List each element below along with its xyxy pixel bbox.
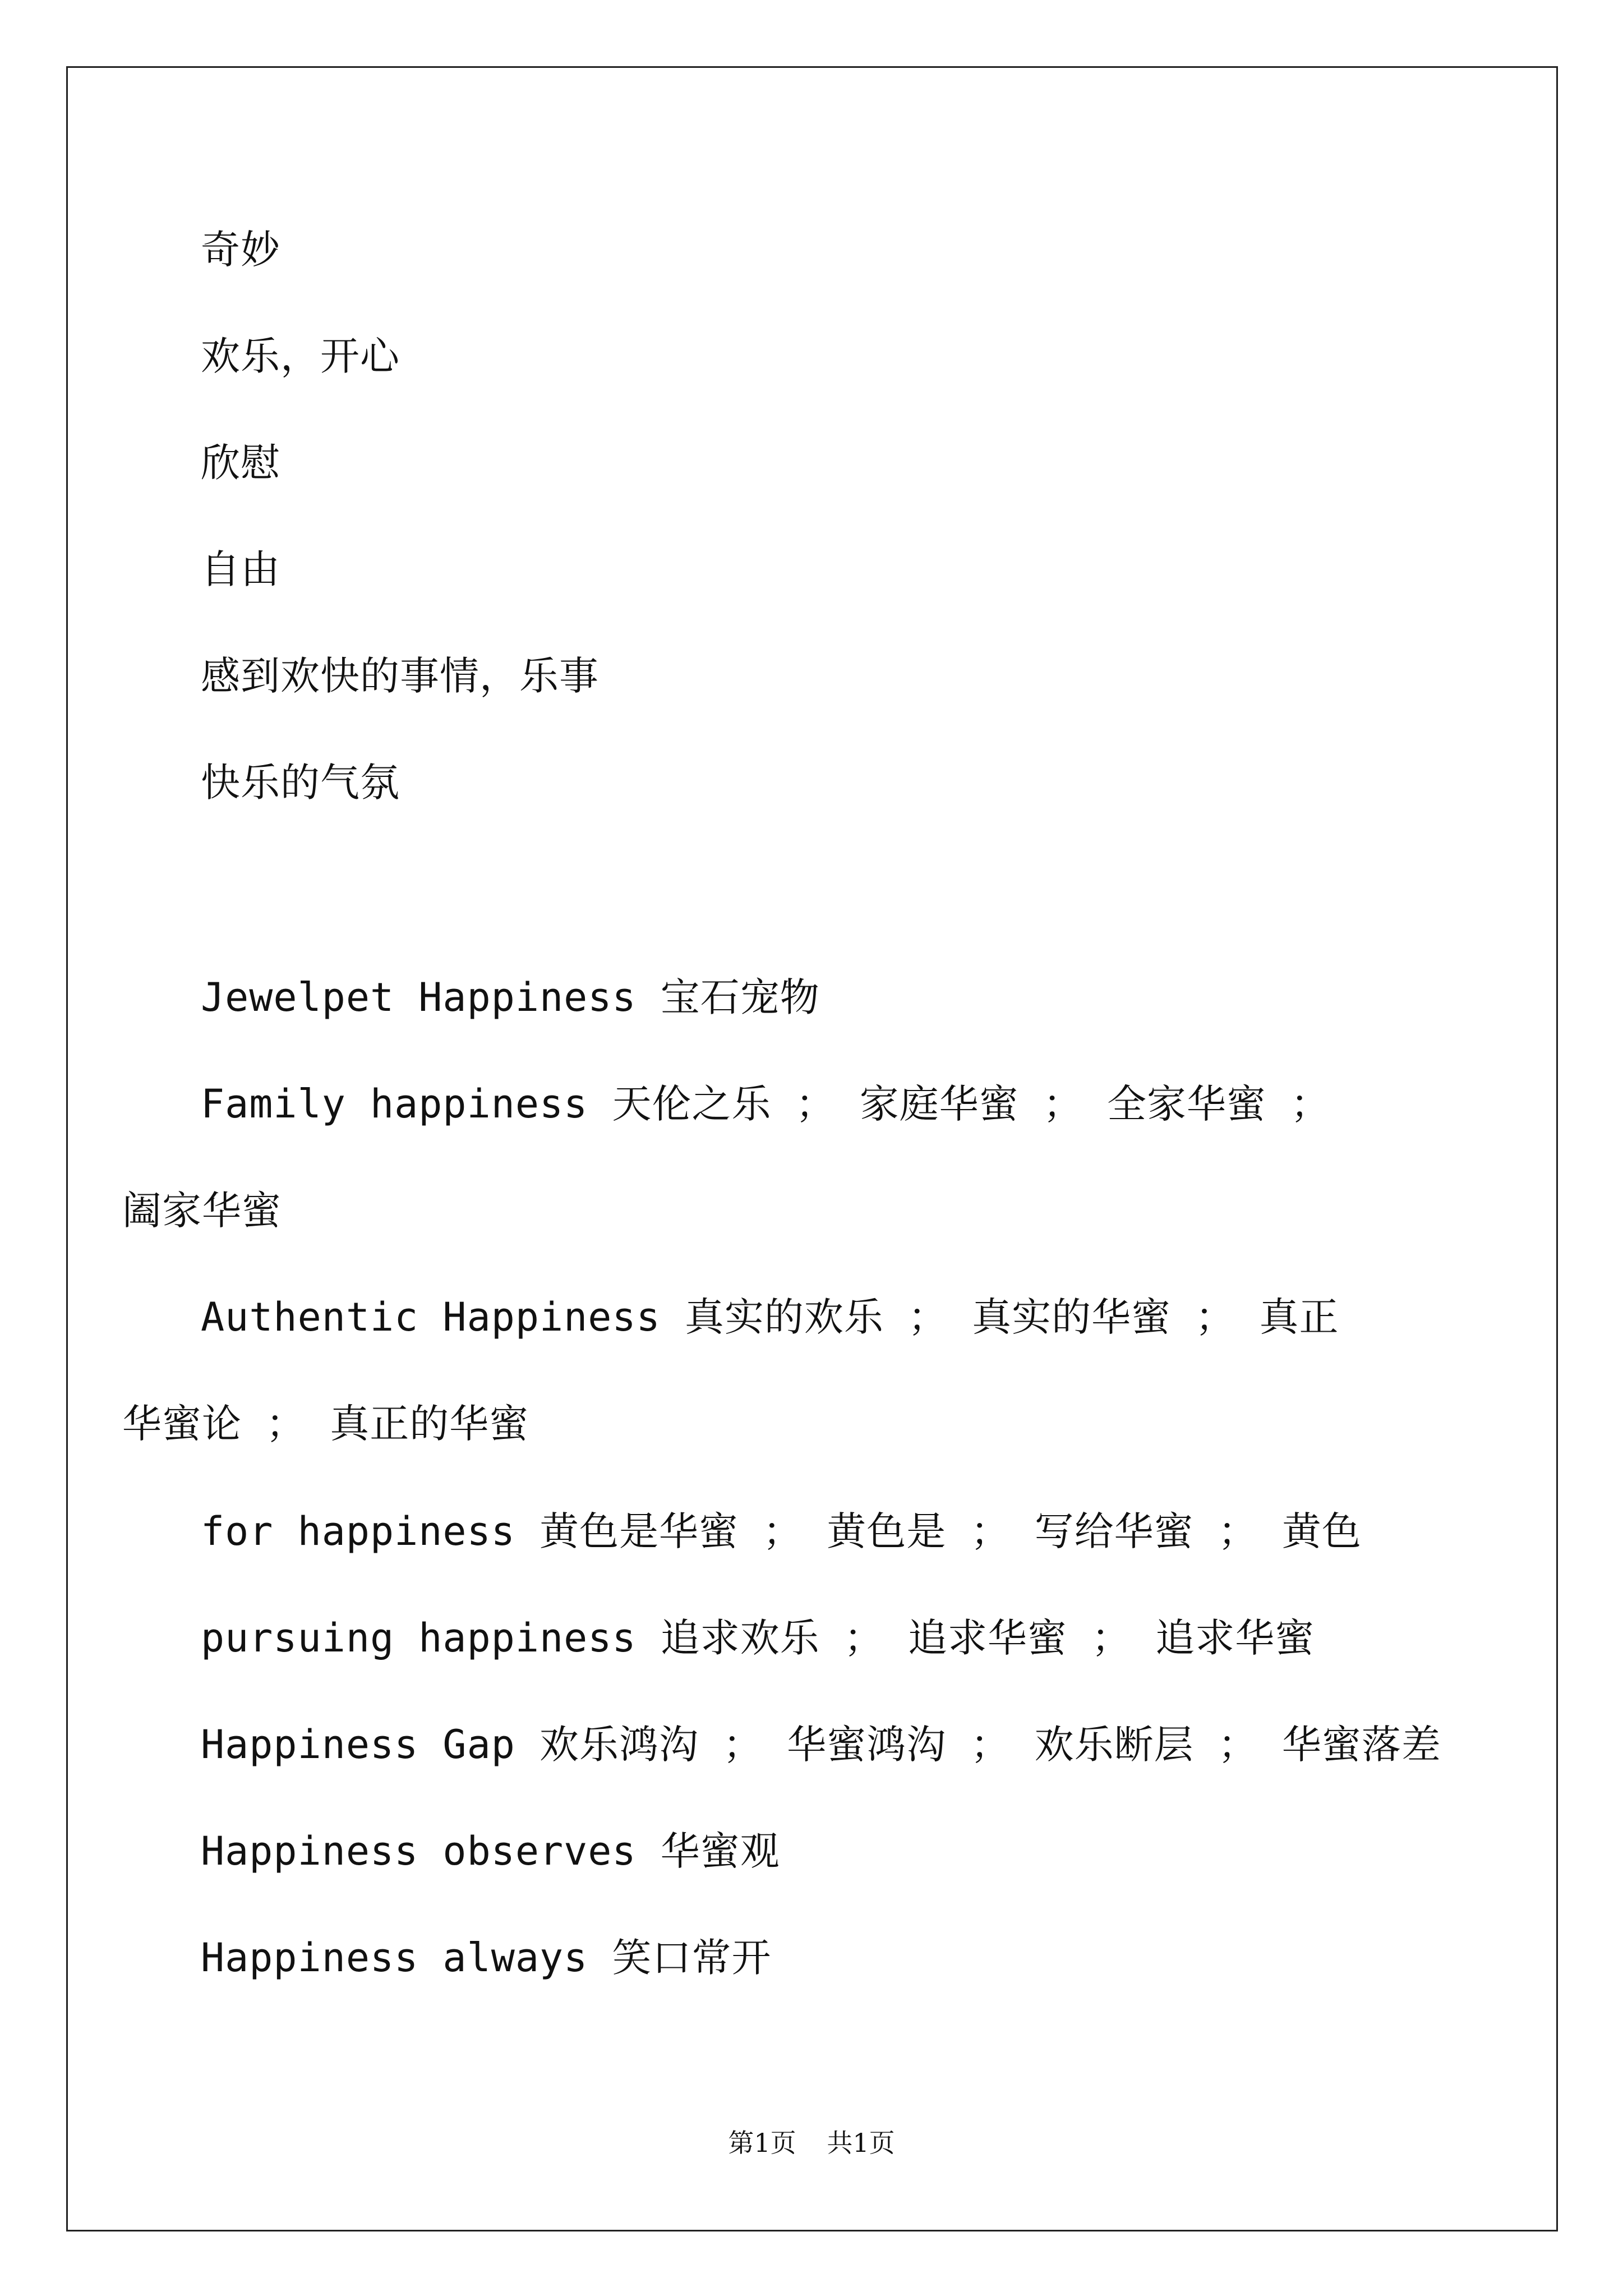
text-line: 自由 <box>201 546 280 592</box>
phrase-line: Happiness Gap 欢乐鸿沟 ； 华蜜鸿沟 ； 欢乐断层 ； 华蜜落差 <box>201 1722 1441 1768</box>
text-line: 快乐的气氛 <box>201 760 400 806</box>
page-footer <box>0 2126 1623 2160</box>
text-line: 感到欢快的事情，乐事 <box>201 653 599 699</box>
page-total: 共1页 <box>827 2128 895 2158</box>
text-line: 奇妙 <box>201 227 280 273</box>
phrase-line: Authentic Happiness 真实的欢乐 ； 真实的华蜜 ； 真正华蜜论 ； 真正的华蜜 <box>122 1294 1339 1447</box>
text-line: 欢乐，开心 <box>201 333 400 379</box>
page-number: 第1页 <box>728 2128 796 2158</box>
phrase-line: for happiness 黄色是华蜜 ； 黄色是 ； 写给华蜜 ； 黄色 <box>201 1508 1362 1554</box>
phrase-line: Family happiness 天伦之乐 ； 家庭华蜜 ； 全家华蜜 ； 阖家华蜜 <box>122 1081 1331 1234</box>
phrase-line: pursuing happiness 追求欢乐 ； 追求华蜜 ； 追求华蜜 <box>201 1615 1315 1661</box>
text-line: 欣慰 <box>201 440 280 486</box>
phrase-line: Jewelpet Happiness 宝石宠物 <box>201 974 820 1020</box>
phrase-line: Happiness always 笑口常开 <box>201 1935 772 1981</box>
phrase-line: Happiness observes 华蜜观 <box>201 1828 780 1874</box>
